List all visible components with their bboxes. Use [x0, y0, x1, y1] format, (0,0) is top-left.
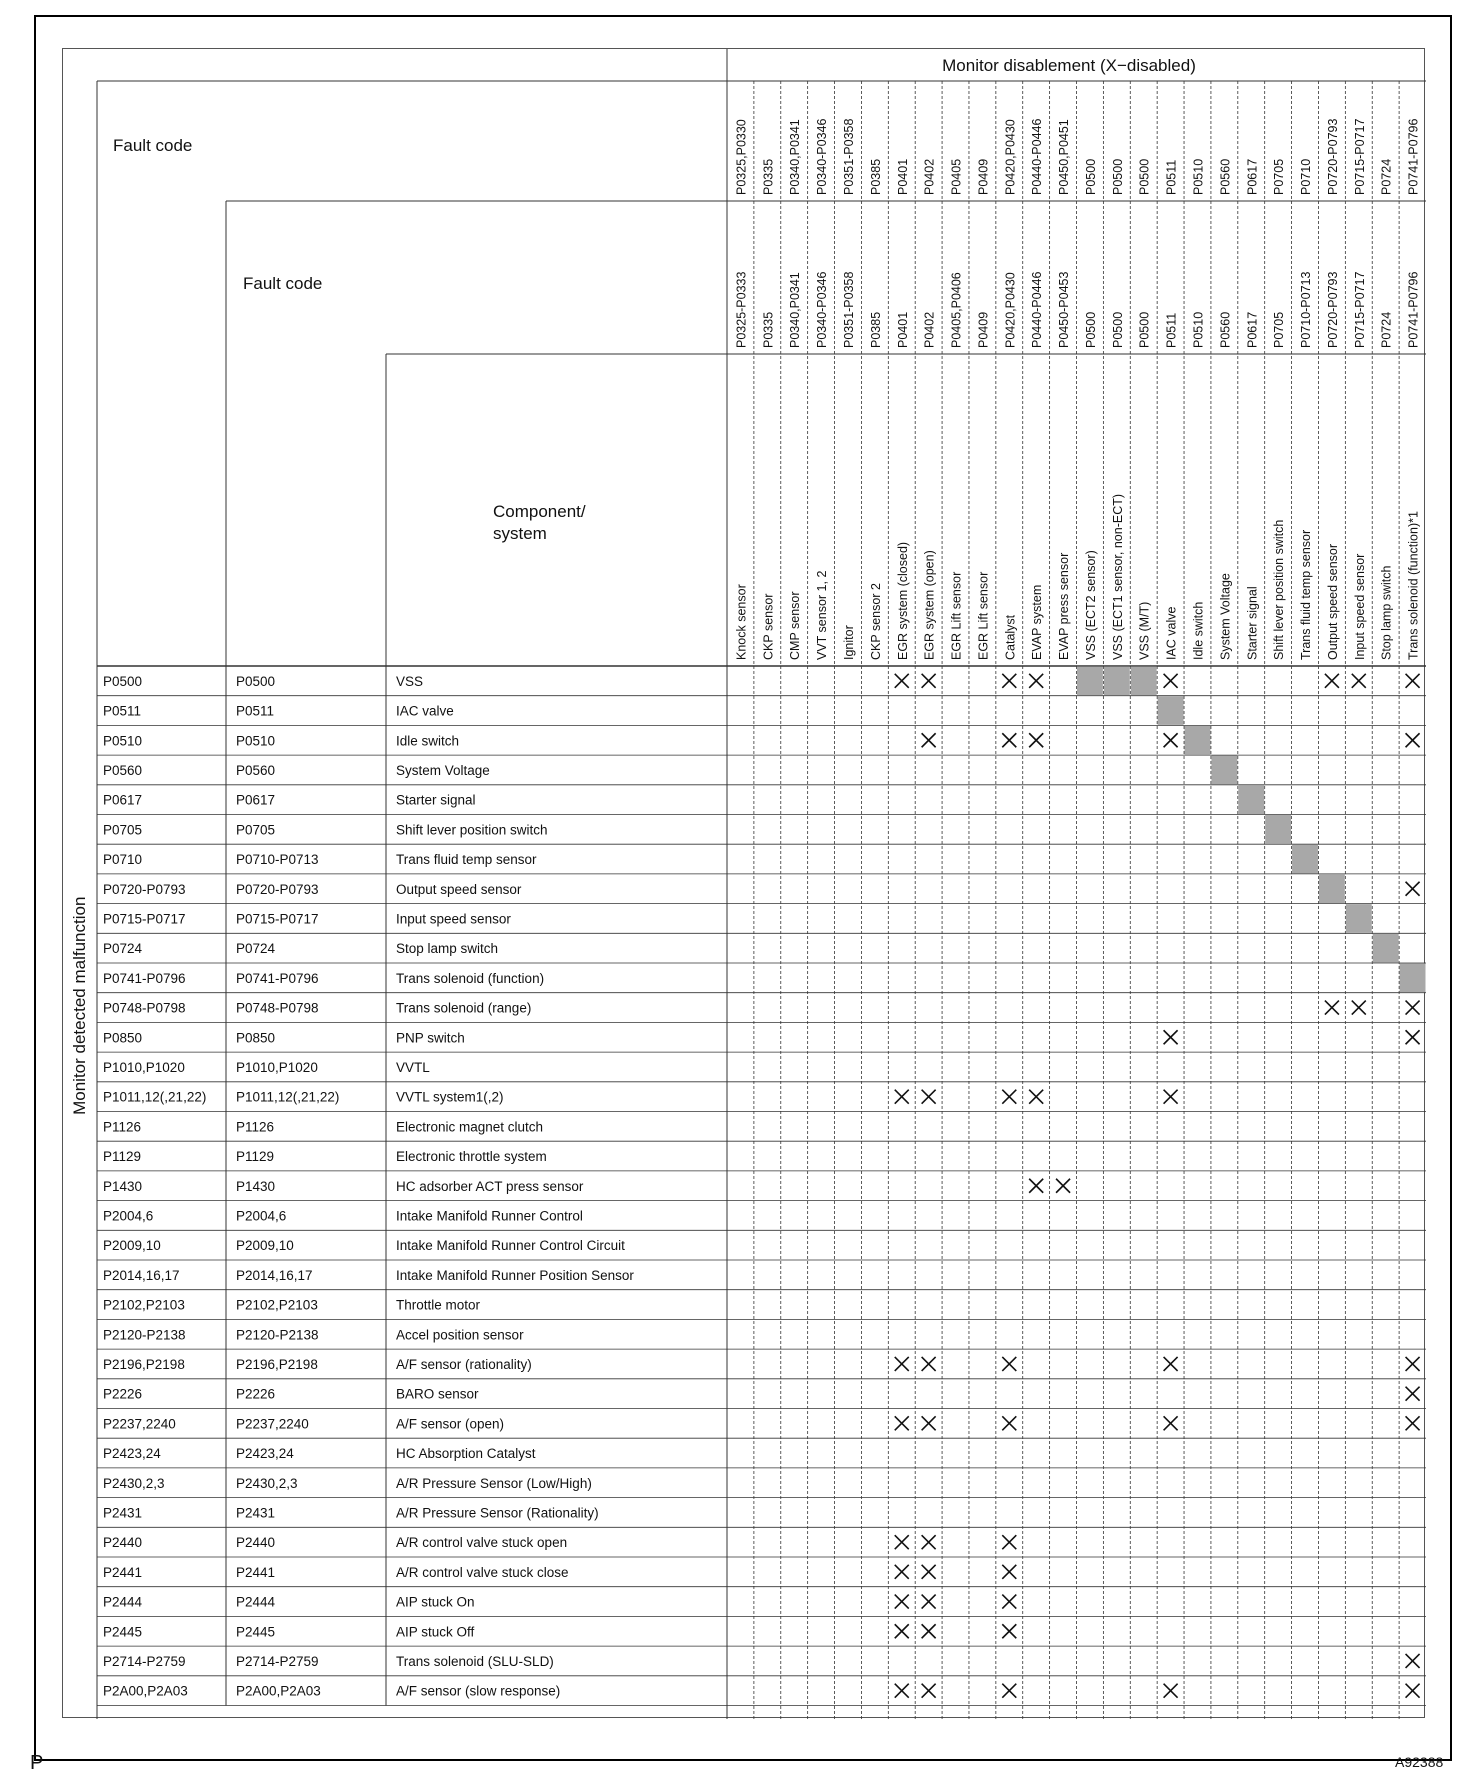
row-component-name: A/R Pressure Sensor (Rationality): [396, 1505, 599, 1521]
column-component-name: Starter signal: [1245, 586, 1260, 660]
disabled-x-mark: [895, 1595, 909, 1609]
column-code-secondary: P0402: [922, 311, 937, 348]
row-code-primary: P2423,24: [103, 1446, 161, 1462]
row-code-secondary: P2120-P2138: [236, 1327, 319, 1343]
disabled-x-mark: [1002, 1565, 1016, 1579]
component-label-2: system: [493, 524, 547, 543]
column-code-secondary: P0705: [1272, 311, 1287, 348]
figure-id: A92388: [1395, 1754, 1444, 1770]
column-code-secondary: P0325-P0333: [734, 271, 749, 348]
row-component-name: Trans fluid temp sensor: [396, 852, 537, 868]
self-diagnosis-shaded-cell: [1346, 904, 1372, 933]
column-code-primary: P0351-P0358: [841, 118, 856, 195]
disabled-x-mark: [1002, 1535, 1016, 1549]
disabled-x-mark: [1406, 1357, 1420, 1371]
row-code-primary: P0715-P0717: [103, 911, 186, 927]
row-component-name: A/F sensor (rationality): [396, 1356, 532, 1372]
column-code-primary: P0741-P0796: [1406, 118, 1421, 195]
row-code-secondary: P0850: [236, 1030, 276, 1046]
column-code-primary: P0500: [1083, 158, 1098, 195]
row-code-primary: P1430: [103, 1178, 143, 1194]
column-component-name: EGR Lift sensor: [949, 571, 964, 660]
disabled-x-mark: [922, 1565, 936, 1579]
row-code-secondary: P2441: [236, 1564, 276, 1580]
row-code-primary: P2444: [103, 1594, 143, 1610]
column-code-secondary: P0617: [1245, 311, 1260, 348]
row-code-secondary: P2009,10: [236, 1238, 294, 1254]
row-code-secondary: P1430: [236, 1178, 276, 1194]
row-component-name: HC Absorption Catalyst: [396, 1446, 536, 1462]
disabled-x-mark: [922, 1090, 936, 1104]
disabled-x-mark: [1002, 1357, 1016, 1371]
disabled-x-mark: [1352, 1001, 1366, 1015]
disabled-x-mark: [1164, 1030, 1178, 1044]
column-code-primary: P0405: [949, 158, 964, 195]
disabled-x-mark: [922, 1535, 936, 1549]
row-component-name: A/R Pressure Sensor (Low/High): [396, 1475, 592, 1491]
self-diagnosis-shaded-cell: [1400, 964, 1426, 993]
column-code-secondary: P0511: [1164, 312, 1179, 348]
row-component-name: Output speed sensor: [396, 881, 522, 897]
self-diagnosis-shaded-cell: [1131, 667, 1157, 696]
row-component-name: A/F sensor (open): [396, 1416, 505, 1432]
page-letter: P: [30, 1752, 44, 1774]
disabled-x-mark: [895, 1090, 909, 1104]
row-code-secondary: P2A00,P2A03: [236, 1683, 321, 1699]
disabled-x-mark: [1406, 1030, 1420, 1044]
row-component-name: VVTL system1(,2): [396, 1089, 504, 1105]
column-component-name: CKP sensor: [761, 593, 776, 660]
disabled-x-mark: [922, 1357, 936, 1371]
disabled-x-mark: [1002, 733, 1016, 747]
column-code-secondary: P0385: [868, 311, 883, 348]
disabled-x-mark: [1029, 674, 1043, 688]
column-component-name: Input speed sensor: [1352, 553, 1367, 660]
row-component-name: System Voltage: [396, 762, 490, 778]
disabled-x-mark: [1002, 1624, 1016, 1638]
column-code-primary: P0420,P0430: [1003, 119, 1018, 195]
row-code-secondary: P1011,12(,21,22): [236, 1089, 340, 1105]
column-component-name: CMP sensor: [788, 591, 803, 660]
row-code-primary: P0748-P0798: [103, 1000, 186, 1016]
disabled-x-mark: [1164, 1684, 1178, 1698]
disabled-x-mark: [1352, 674, 1366, 688]
column-code-secondary: P0710-P0713: [1299, 271, 1314, 348]
column-component-name: VSS (M/T): [1137, 601, 1152, 660]
column-code-primary: P0705: [1272, 158, 1287, 195]
table-grid: [63, 49, 1426, 1719]
row-code-secondary: P0560: [236, 762, 276, 778]
row-code-primary: P2226: [103, 1386, 143, 1402]
disabled-x-mark: [922, 674, 936, 688]
column-component-name: Idle switch: [1191, 601, 1206, 660]
disabled-x-mark: [922, 1416, 936, 1430]
row-code-primary: P0510: [103, 733, 143, 749]
row-component-name: AIP stuck Off: [396, 1624, 475, 1640]
row-component-name: Throttle motor: [396, 1297, 481, 1313]
row-component-name: IAC valve: [396, 703, 454, 719]
column-code-secondary: P0510: [1191, 311, 1206, 348]
column-component-name: EGR system (closed): [895, 541, 910, 660]
column-code-primary: P0560: [1218, 158, 1233, 195]
row-code-secondary: P2423,24: [236, 1446, 294, 1462]
column-code-secondary: P0409: [976, 311, 991, 348]
disabled-x-mark: [1029, 1090, 1043, 1104]
row-code-primary: P2441: [103, 1564, 143, 1580]
monitor-disablement-table: [62, 48, 1425, 1718]
row-code-secondary: P1126: [236, 1119, 275, 1135]
row-component-name: BARO sensor: [396, 1386, 479, 1402]
disabled-x-mark: [895, 1535, 909, 1549]
disabled-x-mark: [922, 1684, 936, 1698]
row-code-primary: P0741-P0796: [103, 970, 186, 986]
column-code-primary: P0511: [1164, 159, 1179, 195]
disabled-x-mark: [895, 1684, 909, 1698]
column-code-primary: P0335: [761, 158, 776, 195]
column-code-secondary: P0440-P0446: [1030, 271, 1045, 348]
disabled-x-mark: [895, 674, 909, 688]
row-code-secondary: P0724: [236, 941, 276, 957]
self-diagnosis-shaded-cell: [1211, 756, 1237, 785]
column-code-primary: P0385: [868, 158, 883, 195]
row-code-primary: P0710: [103, 852, 143, 868]
disabled-x-mark: [1406, 1684, 1420, 1698]
disabled-x-mark: [1406, 674, 1420, 688]
row-code-primary: P2430,2,3: [103, 1475, 165, 1491]
column-component-name: EGR system (open): [922, 550, 937, 660]
row-component-name: Electronic throttle system: [396, 1149, 547, 1165]
row-code-primary: P2A00,P2A03: [103, 1683, 188, 1699]
column-component-name: Trans fluid temp sensor: [1299, 529, 1314, 660]
row-code-primary: P0705: [103, 822, 143, 838]
row-component-name: VSS: [396, 673, 424, 689]
row-component-name: Trans solenoid (function): [396, 970, 545, 986]
column-code-secondary: P0560: [1218, 311, 1233, 348]
column-component-name: VSS (ECT1 sensor, non-ECT): [1110, 493, 1125, 660]
column-code-primary: P0500: [1110, 158, 1125, 195]
row-code-primary: P0724: [103, 941, 143, 957]
column-code-primary: P0440-P0446: [1030, 118, 1045, 195]
disabled-x-mark: [1002, 674, 1016, 688]
disabled-x-mark: [1164, 674, 1178, 688]
row-code-secondary: P0715-P0717: [236, 911, 319, 927]
column-code-secondary: P0724: [1379, 311, 1394, 348]
column-code-primary: P0340-P0346: [815, 118, 830, 195]
disabled-x-mark: [922, 733, 936, 747]
column-component-name: EVAP press sensor: [1057, 552, 1072, 660]
column-code-secondary: P0351-P0358: [841, 271, 856, 348]
row-code-primary: P0720-P0793: [103, 881, 186, 897]
column-code-primary: P0720-P0793: [1325, 118, 1340, 195]
self-diagnosis-shaded-cell: [1265, 815, 1291, 844]
column-code-secondary: P0401: [895, 311, 910, 348]
disabled-x-mark: [1029, 1179, 1043, 1193]
row-code-primary: P1011,12(,21,22): [103, 1089, 207, 1105]
disabled-x-mark: [1325, 1001, 1339, 1015]
row-component-name: Trans solenoid (range): [396, 1000, 532, 1016]
row-component-name: Intake Manifold Runner Control Circuit: [396, 1238, 625, 1254]
self-diagnosis-shaded-cell: [1373, 934, 1399, 963]
column-component-name: Output speed sensor: [1325, 543, 1340, 660]
fault-code-label: Fault code: [113, 136, 193, 155]
column-code-secondary: P0500: [1137, 311, 1152, 348]
row-code-secondary: P2196,P2198: [236, 1356, 318, 1372]
disabled-x-mark: [922, 1595, 936, 1609]
column-component-name: Trans solenoid (function)*1: [1406, 511, 1421, 660]
row-component-name: HC adsorber ACT press sensor: [396, 1178, 584, 1194]
row-code-secondary: P0710-P0713: [236, 852, 319, 868]
column-component-name: Shift lever position switch: [1272, 519, 1287, 660]
disabled-x-mark: [922, 1624, 936, 1638]
side-label-monitor-detected: Monitor detected malfunction: [70, 896, 89, 1115]
column-code-primary: P0724: [1379, 158, 1394, 195]
row-code-secondary: P2445: [236, 1624, 276, 1640]
column-code-secondary: P0405,P0406: [949, 272, 964, 348]
row-code-secondary: P2102,P2103: [236, 1297, 318, 1313]
disabled-x-mark: [1002, 1684, 1016, 1698]
row-code-secondary: P1010,P1020: [236, 1059, 318, 1075]
column-code-primary: P0450,P0451: [1057, 119, 1072, 195]
disabled-x-mark: [1406, 733, 1420, 747]
row-code-primary: P0850: [103, 1030, 143, 1046]
row-code-secondary: P1129: [236, 1149, 275, 1165]
row-code-secondary: P0617: [236, 792, 276, 808]
row-code-primary: P0617: [103, 792, 143, 808]
column-code-secondary: P0500: [1110, 311, 1125, 348]
row-code-secondary: P0500: [236, 673, 276, 689]
row-code-primary: P1126: [103, 1119, 142, 1135]
column-code-secondary: P0500: [1083, 311, 1098, 348]
row-component-name: A/R control valve stuck open: [396, 1535, 568, 1551]
column-component-name: Catalyst: [1003, 614, 1018, 660]
row-component-name: Intake Manifold Runner Control: [396, 1208, 583, 1224]
column-component-name: VSS (ECT2 sensor): [1083, 550, 1098, 660]
column-code-primary: P0325,P0330: [734, 119, 749, 195]
row-component-name: Electronic magnet clutch: [396, 1119, 544, 1135]
row-code-primary: P0560: [103, 762, 143, 778]
row-code-secondary: P0510: [236, 733, 276, 749]
column-code-primary: P0715-P0717: [1352, 118, 1367, 195]
disabled-x-mark: [895, 1624, 909, 1638]
row-code-primary: P0511: [103, 703, 142, 719]
disabled-x-mark: [1164, 1416, 1178, 1430]
column-code-primary: P0340,P0341: [788, 119, 803, 195]
row-component-name: Idle switch: [396, 733, 460, 749]
column-code-primary: P0409: [976, 158, 991, 195]
row-code-primary: P1010,P1020: [103, 1059, 185, 1075]
row-code-secondary: P2237,2240: [236, 1416, 309, 1432]
column-code-secondary: P0340,P0341: [788, 272, 803, 348]
disabled-x-mark: [1406, 882, 1420, 896]
row-code-secondary: P2004,6: [236, 1208, 287, 1224]
self-diagnosis-shaded-cell: [1104, 667, 1130, 696]
row-code-primary: P2440: [103, 1535, 143, 1551]
row-component-name: VVTL: [396, 1059, 430, 1075]
column-code-secondary: P0335: [761, 311, 776, 348]
column-code-secondary: P0741-P0796: [1406, 271, 1421, 348]
row-code-primary: P2196,P2198: [103, 1356, 185, 1372]
column-code-secondary: P0420,P0430: [1003, 272, 1018, 348]
row-code-secondary: P2431: [236, 1505, 276, 1521]
disabled-x-mark: [1406, 1416, 1420, 1430]
self-diagnosis-shaded-cell: [1158, 696, 1184, 725]
row-code-primary: P2237,2240: [103, 1416, 176, 1432]
disabled-x-mark: [1164, 733, 1178, 747]
row-component-name: A/F sensor (slow response): [396, 1683, 561, 1699]
fault-code-label-2: Fault code: [243, 274, 323, 293]
disabled-x-mark: [1406, 1654, 1420, 1668]
disabled-x-mark: [1406, 1387, 1420, 1401]
row-component-name: Stop lamp switch: [396, 941, 499, 957]
row-code-primary: P1129: [103, 1149, 142, 1165]
monitor-disablement-title: Monitor disablement (X−disabled): [942, 56, 1196, 75]
row-code-primary: P2120-P2138: [103, 1327, 186, 1343]
disabled-x-mark: [895, 1416, 909, 1430]
column-code-primary: P0402: [922, 158, 937, 195]
disabled-x-mark: [1164, 1357, 1178, 1371]
column-code-primary: P0500: [1137, 158, 1152, 195]
self-diagnosis-shaded-cell: [1185, 726, 1211, 755]
column-component-name: EGR Lift sensor: [976, 571, 991, 660]
row-component-name: Starter signal: [396, 792, 476, 808]
column-code-secondary: P0720-P0793: [1325, 271, 1340, 348]
disabled-x-mark: [1002, 1090, 1016, 1104]
column-component-name: EVAP system: [1030, 584, 1045, 660]
self-diagnosis-shaded-cell: [1238, 785, 1264, 814]
column-code-primary: P0710: [1299, 158, 1314, 195]
column-component-name: CKP sensor 2: [868, 583, 883, 660]
self-diagnosis-shaded-cell: [1319, 874, 1345, 903]
column-code-primary: P0617: [1245, 158, 1260, 195]
row-code-secondary: P2444: [236, 1594, 276, 1610]
row-code-secondary: P0720-P0793: [236, 881, 319, 897]
row-code-primary: P2714-P2759: [103, 1653, 186, 1669]
row-component-name: Accel position sensor: [396, 1327, 524, 1343]
row-code-primary: P0500: [103, 673, 143, 689]
row-code-secondary: P0741-P0796: [236, 970, 319, 986]
row-code-primary: P2431: [103, 1505, 143, 1521]
column-code-secondary: P0340-P0346: [815, 271, 830, 348]
row-code-secondary: P2226: [236, 1386, 276, 1402]
row-code-secondary: P2014,16,17: [236, 1267, 313, 1283]
row-code-secondary: P0511: [236, 703, 275, 719]
component-label: Component/: [493, 502, 586, 521]
column-component-name: System Voltage: [1218, 573, 1233, 660]
row-component-name: Shift lever position switch: [396, 822, 548, 838]
row-component-name: Intake Manifold Runner Position Sensor: [396, 1267, 634, 1283]
disabled-x-mark: [1056, 1179, 1070, 1193]
disabled-x-mark: [1029, 733, 1043, 747]
self-diagnosis-shaded-cell: [1077, 667, 1103, 696]
row-code-primary: P2014,16,17: [103, 1267, 180, 1283]
column-component-name: Stop lamp switch: [1379, 565, 1394, 660]
disabled-x-mark: [1406, 1001, 1420, 1015]
column-component-name: Knock sensor: [734, 584, 749, 660]
column-code-primary: P0401: [895, 158, 910, 195]
row-code-primary: P2102,P2103: [103, 1297, 185, 1313]
row-code-secondary: P2714-P2759: [236, 1653, 319, 1669]
disabled-x-mark: [1164, 1090, 1178, 1104]
column-component-name: VVT sensor 1, 2: [815, 570, 830, 660]
disabled-x-mark: [895, 1357, 909, 1371]
disabled-x-mark: [1002, 1416, 1016, 1430]
row-code-primary: P2445: [103, 1624, 143, 1640]
row-code-secondary: P0748-P0798: [236, 1000, 319, 1016]
column-code-primary: P0510: [1191, 158, 1206, 195]
disabled-x-mark: [1325, 674, 1339, 688]
column-code-secondary: P0450-P0453: [1057, 271, 1072, 348]
row-component-name: AIP stuck On: [396, 1594, 475, 1610]
column-component-name: IAC valve: [1164, 606, 1179, 660]
column-component-name: Ignitor: [841, 625, 856, 660]
row-code-secondary: P0705: [236, 822, 276, 838]
row-code-primary: P2004,6: [103, 1208, 154, 1224]
row-code-primary: P2009,10: [103, 1238, 161, 1254]
row-component-name: Input speed sensor: [396, 911, 511, 927]
row-code-secondary: P2430,2,3: [236, 1475, 298, 1491]
disabled-x-mark: [1002, 1595, 1016, 1609]
row-component-name: Trans solenoid (SLU-SLD): [396, 1653, 554, 1669]
row-code-secondary: P2440: [236, 1535, 276, 1551]
disabled-x-mark: [895, 1565, 909, 1579]
row-component-name: A/R control valve stuck close: [396, 1564, 569, 1580]
self-diagnosis-shaded-cell: [1292, 845, 1318, 874]
column-code-secondary: P0715-P0717: [1352, 271, 1367, 348]
row-component-name: PNP switch: [396, 1030, 465, 1046]
